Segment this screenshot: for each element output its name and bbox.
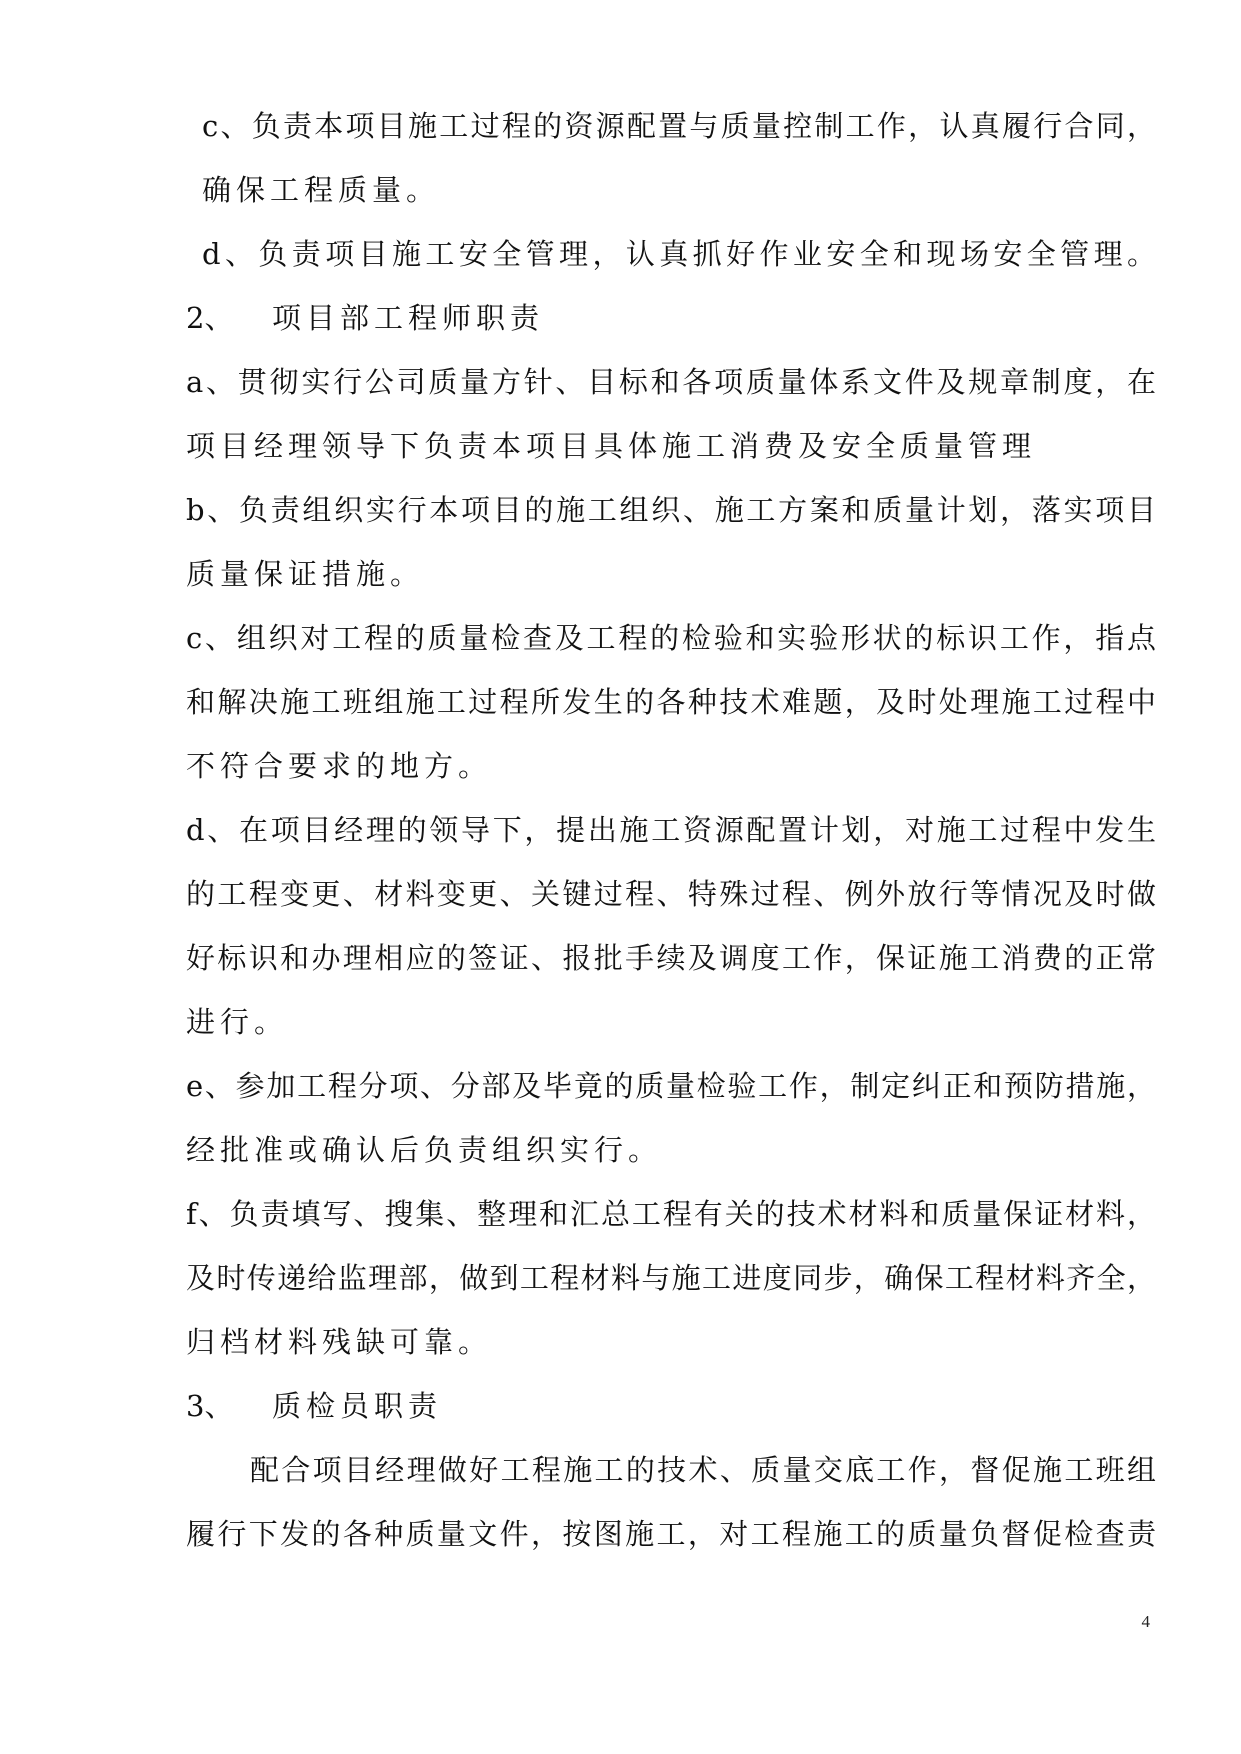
paragraph-line: f、负责填写、搜集、整理和汇总工程有关的技术材料和质量保证材料， xyxy=(186,1197,1156,1231)
paragraph-line: 项目经理领导下负责本项目具体施工消费及安全质量管理 xyxy=(186,429,1037,463)
paragraph-line: 不符合要求的地方。 xyxy=(186,749,493,783)
paragraph-line: 的工程变更、材料变更、关键过程、特殊过程、例外放行等情况及时做 xyxy=(186,877,1156,911)
page-number: 4 xyxy=(1141,1612,1150,1631)
paragraph-line: 归档材料残缺可靠。 xyxy=(186,1325,493,1359)
paragraph-line: 进行。 xyxy=(186,1005,289,1039)
section-title: 项目部工程师职责 xyxy=(272,301,545,335)
paragraph-line: d、在项目经理的领导下，提出施工资源配置计划，对施工过程中发生 xyxy=(186,813,1156,847)
paragraph-line: b、负责组织实行本项目的施工组织、施工方案和质量计划，落实项目 xyxy=(186,493,1156,527)
paragraph-line: 质量保证措施。 xyxy=(186,557,425,591)
paragraph-line: 好标识和办理相应的签证、报批手续及调度工作，保证施工消费的正常 xyxy=(186,941,1156,975)
paragraph-line: d、负责项目施工安全管理，认真抓好作业安全和现场安全管理。 xyxy=(202,237,1156,271)
paragraph-line: 和解决施工班组施工过程所发生的各种技术难题，及时处理施工过程中 xyxy=(186,685,1156,719)
paragraph-line: c、负责本项目施工过程的资源配置与质量控制工作，认真履行合同， xyxy=(202,109,1156,143)
paragraph-line: 配合项目经理做好工程施工的技术、质量交底工作，督促施工班组 xyxy=(250,1453,1156,1487)
paragraph-line: 履行下发的各种质量文件，按图施工，对工程施工的质量负督促检查责 xyxy=(186,1517,1156,1551)
section-heading-3 xyxy=(186,1374,1156,1438)
section-number: 2、 xyxy=(186,301,234,335)
paragraph-line: 经批准或确认后负责组织实行。 xyxy=(186,1133,663,1167)
paragraph-line: c、组织对工程的质量检查及工程的检验和实验形状的标识工作，指点 xyxy=(186,621,1156,655)
paragraph-line: 确保工程质量。 xyxy=(202,173,441,207)
paragraph-line: e、参加工程分项、分部及毕竟的质量检验工作，制定纠正和预防措施， xyxy=(186,1069,1156,1103)
paragraph-line: 及时传递给监理部，做到工程材料与施工进度同步，确保工程材料齐全， xyxy=(186,1261,1156,1295)
page-content xyxy=(186,94,1156,1566)
section-heading-2 xyxy=(186,286,1156,350)
section-number: 3、 xyxy=(186,1389,234,1423)
section-title: 质检员职责 xyxy=(272,1389,443,1423)
paragraph-line: a、贯彻实行公司质量方针、目标和各项质量体系文件及规章制度，在 xyxy=(186,365,1156,399)
